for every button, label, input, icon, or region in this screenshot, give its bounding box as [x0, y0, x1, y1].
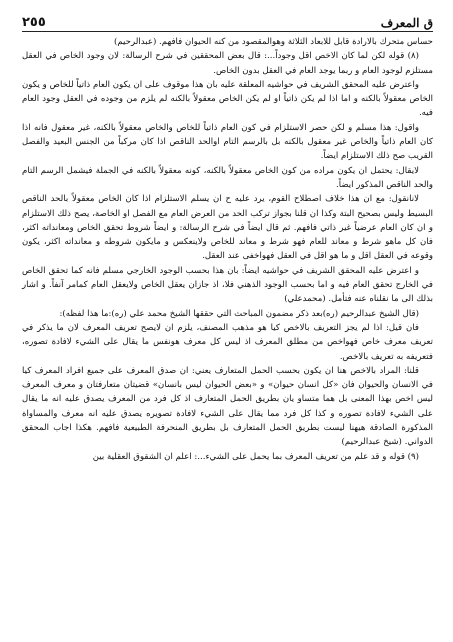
page-number: ٢٥٥ — [22, 15, 46, 30]
paragraph: قلنا: المراد بالاخص هنا ان يكون بحسب الحمل المتعارف يعني: ان صدق المعرف على جميع افراد المعرف كيا في الانسان والحيوان فان «كل انسان حيوان» و «بعض الحيوان ليس بانسان» قضيتان متعارفتان و معرف المعرف ليس اخص بهذا المعنى بل هما متساو يان بطريق الحمل المتعارف اذ كل فرد من المعرف يصدق عليه انه ما يقال على الشيء لافادة تصوره و كذا كل فرد مما يقال على الشيء لافادة تصويره يصدق عليه انه معرف والمساواة المذكورة الصادقة هيهنا ليست بطريق الحمل المتعارف بل بطريق المنحرفة الطبيعية فافهم. هكذا اجاب المحقق الدواني. (شيخ عبدالرحيم) — [22, 365, 433, 448]
paragraph: (٩) قوله و قد علم من تعريف المعرف بما يحمل على الشيء...: اعلم ان الشقوق العقلية بين — [92, 451, 419, 462]
paragraph: فان قيل: اذا لم يجز التعريف بالاخص كيا هو مذهب المصنف، يلزم ان لايصح تعريف المعرف لان ما يذكر في تعريف معرف خاص فهواخص من مطلق المعرف اذ ليس كل معرف هونفس ما يقال على الشيء لافادة تصوره، فتعريفه به تعريف بالاخص. — [22, 322, 433, 362]
book-page — [22, 12, 433, 632]
paragraph: واعترض عليه المحقق الشريف في حواشيه المعلقة عليه بان هذا موقوف على ان يكون العام ذاتياً للخاص و يكون الخاص معقولاً بالكنه و اما اذا لم يكن ذاتياً او لم يكن الخاص معقولاً بالكنه لم يلزم من وجوده في العقل وجود العام فيه. — [22, 79, 433, 119]
paragraph: و اعترض عليه المحقق الشريف في حواشيه ايضاً: بان هذا بحسب الوجود الخارجي مسلم فانه كما تحقق الخاص في الخارج تحقق العام فيه و اما بحسب الوجود الذهني فلا، اذ جازان يعقل الخاص ولايعقل العام كمامر آنفاً. و اشار بذلك الى ما نقلناه عنه فتأمل. (محمدعلي) — [22, 265, 433, 305]
page-header — [22, 12, 433, 32]
paragraph: حساس متحرك بالارادة قابل للابعاد الثلاثة وهوالمقصود من كنه الحيوان فافهم. (عبدالرحيم) — [113, 37, 433, 47]
paragraph: لانانقول: مع ان هذا خلاف اصطلاح القوم، يرد عليه ح ان يسلم الاستلزام اذا كان الخاص معقولاً بالحد الناقص البسيط وليس بصحيح البتة وكذا ان قلنا بجواز تركب الحد من العرض العام مع الفصل او الخاصة، يصح ذلك الاستلزام و ان كان العام عرضياً غير ذاتي فافهم. ثم قال ايضاً في شرح الرسالة: و ايضاً شروط تحقق الخاص ومعانداته اكثر، فان كل ماهو شرط و معاند للعام فهو شرط و معاند للخاص ولاينعكس و مايكون شروطه و معانداته اكثر، يكون وقوعه في العقل اقل و ما هو اقل في العقل فهواخفى عند العقل. — [22, 194, 433, 262]
paragraph: (٨) قوله لكن لما كان الاخص اقل وجوداً...: قال بعض المحققين في شرح الرسالة: لان وجود الخاص في العقل مستلزم لوجود العام و ربما يوجد العام في العقل بدون الخاص. — [22, 51, 433, 76]
paragraph: لايقال: يحتمل ان يكون مراده من كون الخاص معقولاً بالكنه، كونه معقولاً بالكنه في الجملة فيشمل الرسم التام والحد الناقص المذكور ايضاً. — [22, 165, 433, 190]
paragraph: (قال الشيخ عبدالرحيم (ره)بعد ذكر مضمون المباحث التي حققها الشيخ محمد علي (ره):ما هذا لفظه): — [59, 308, 419, 319]
page-body — [22, 35, 433, 464]
running-title: ق المعرف — [380, 16, 433, 30]
paragraph: واقول: هذا مسلم و لكن حصر الاستلزام في كون العام ذاتياً للخاص والخاص معقولاً بالكنه، غير معقول فانه اذا كان العام ذاتياً والخاص غير معقول بالكنه بل بالرسم التام اوالحد الناقص اذا كان مركباً من الجنس البعيد والفصل القريب صح ذلك الاستلزام ايضاً. — [22, 122, 433, 162]
